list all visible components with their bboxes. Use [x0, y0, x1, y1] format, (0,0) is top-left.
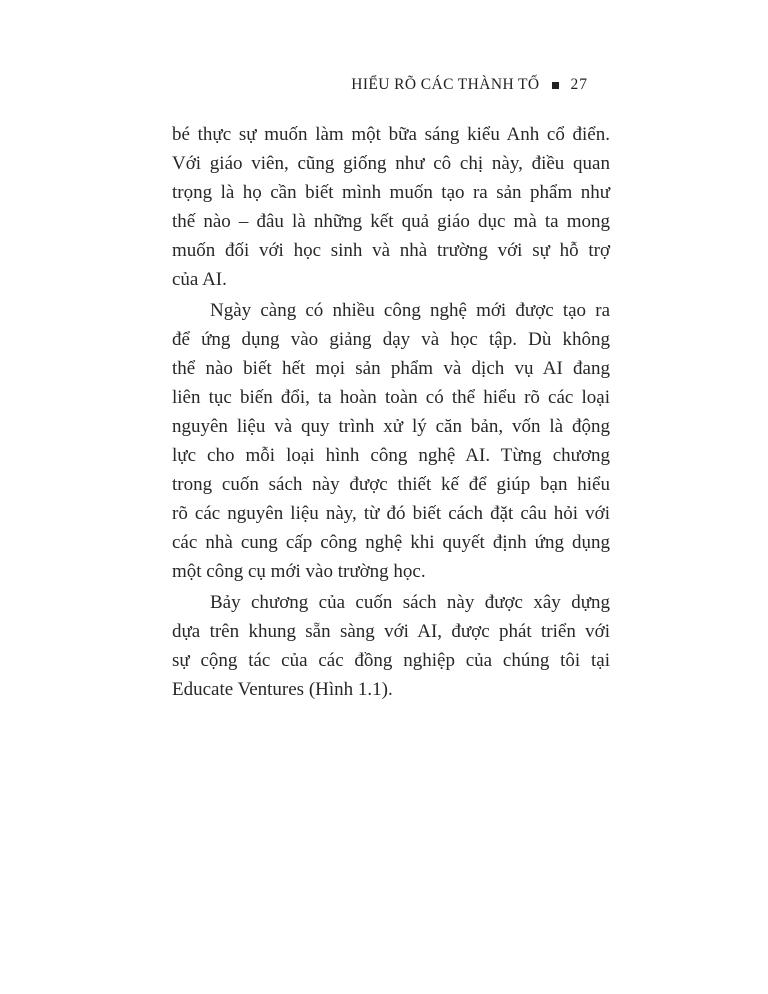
running-header-title: HIỂU RÕ CÁC THÀNH TỐ [351, 76, 540, 93]
paragraph [172, 296, 610, 586]
paragraph [172, 588, 610, 704]
text-line: để ứng dụng vào giảng dạy và học tập. Dù không [172, 329, 610, 350]
page-body [172, 120, 610, 704]
paragraph [172, 120, 610, 294]
text-line: một công cụ mới vào trường học. [172, 561, 426, 582]
text-line: trọng là họ cần biết mình muốn tạo ra sản phẩm như [172, 182, 610, 203]
text-line: dựa trên khung sẵn sàng với AI, được phát triển với [172, 621, 610, 642]
text-line: thế nào – đâu là những kết quả giáo dục mà ta mong [172, 211, 610, 232]
text-line: Bảy chương của cuốn sách này được xây dựng [210, 592, 610, 613]
text-line: lực cho mỗi loại hình công nghệ AI. Từng chương [172, 445, 610, 466]
text-line: thể nào biết hết mọi sản phẩm và dịch vụ AI đang [172, 358, 610, 379]
text-line: sự cộng tác của các đồng nghiệp của chúng tôi tại [172, 650, 610, 671]
text-line: muốn đối với học sinh và nhà trường với sự hỗ trợ [172, 240, 610, 261]
text-line: Educate Ventures (Hình 1.1). [172, 679, 393, 700]
square-bullet-icon [552, 82, 559, 89]
text-line: Với giáo viên, cũng giống như cô chị này, điều quan [172, 153, 610, 174]
text-line: liên tục biến đổi, ta hoàn toàn có thể hiểu rõ các loại [172, 387, 610, 408]
text-line: trong cuốn sách này được thiết kế để giúp bạn hiểu [172, 474, 610, 495]
page-number: 27 [570, 76, 588, 93]
text-line: rõ các nguyên liệu này, từ đó biết cách đặt câu hỏi với [172, 503, 610, 524]
text-line: Ngày càng có nhiều công nghệ mới được tạo ra [210, 300, 610, 321]
running-header [351, 76, 588, 94]
text-line: các nhà cung cấp công nghệ khi quyết định ứng dụng [172, 532, 610, 553]
text-line: nguyên liệu và quy trình xử lý căn bản, vốn là động [172, 416, 610, 437]
text-line: của AI. [172, 269, 227, 290]
text-line: bé thực sự muốn làm một bữa sáng kiểu Anh cổ điển. [172, 124, 610, 145]
